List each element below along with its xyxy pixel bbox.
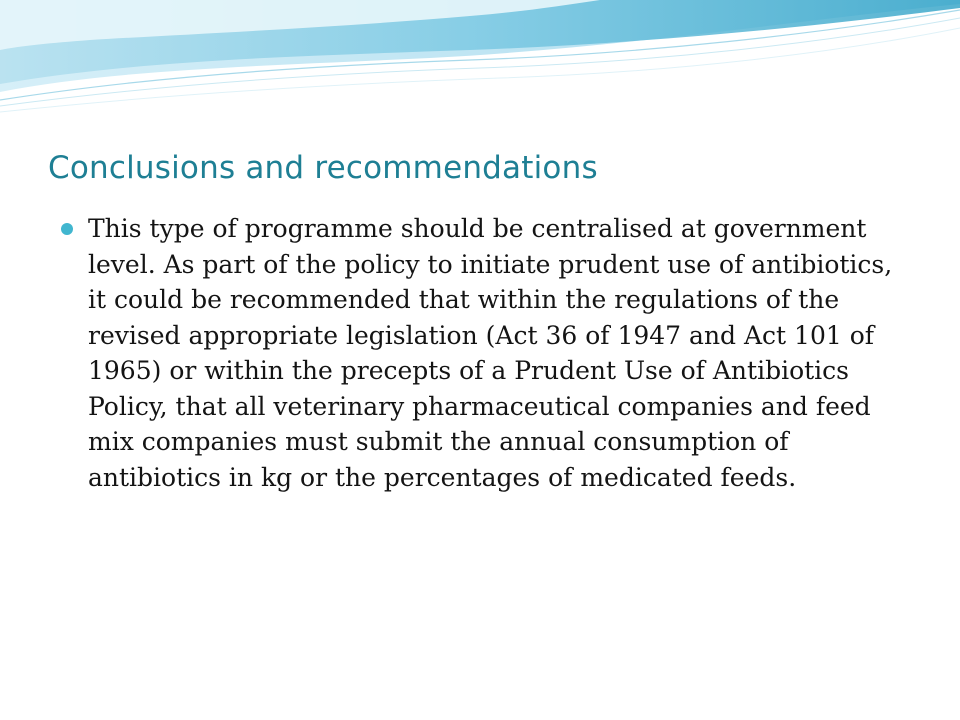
header-wave-decoration <box>0 0 960 120</box>
bullet-dot-icon <box>61 223 73 235</box>
bullet-text: This type of programme should be centralised at government level. As part of the policy to initiate prudent use of antibiotics, it could be recommended that within the regulations of the revised appropriate legislation (Act 36 of 1947 and Act 101 of 1965) or within the precepts of a Prudent Use of Antibiotics Policy, that all veterinary pharmaceutical companies and feed mix companies must submit the annual consumption of antibiotics in kg or the percentages of medicated feeds. <box>88 214 893 492</box>
bullet-item <box>58 211 918 495</box>
bullet-list <box>58 211 918 495</box>
slide-title: Conclusions and recommendations <box>48 150 598 186</box>
